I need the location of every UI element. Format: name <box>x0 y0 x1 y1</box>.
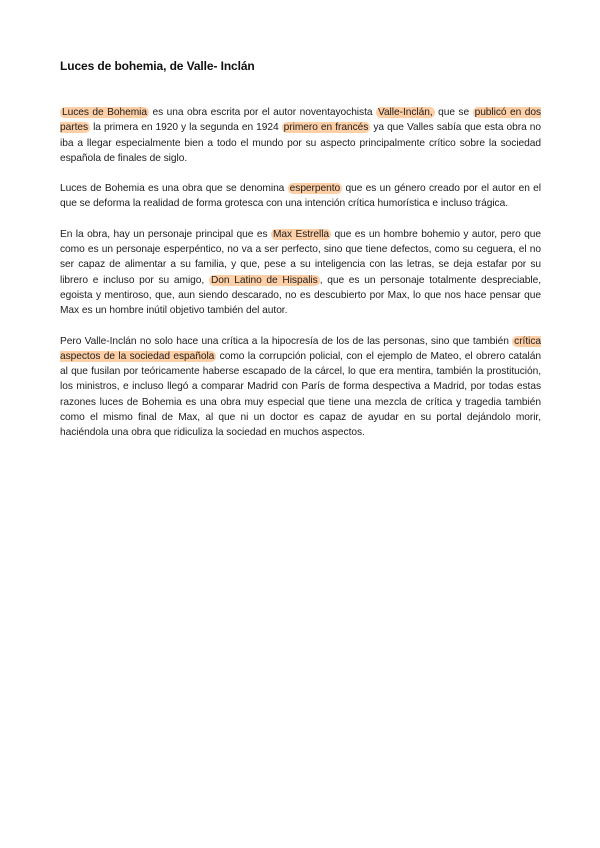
highlight-publico-en-dos-partes[interactable]: publicó en dos partes <box>60 107 541 134</box>
highlight-max-estrella[interactable]: Max Estrella <box>272 228 330 240</box>
highlight-esperpento[interactable]: esperpento <box>289 183 341 195</box>
paragraph-text: , que es un personaje totalmente despreciable, egoista y mentiroso, que, aun siendo descarado, no es descubierto por Max, lo que nos hace pensar que Max es un hombre inútil objetivo también del autor. <box>60 274 542 317</box>
paragraph-text: la primera en 1920 y la segunda en 1924 <box>90 122 282 134</box>
paragraph-4 <box>60 334 541 441</box>
highlight-luces-de-bohemia[interactable]: Luces de Bohemia <box>62 107 147 118</box>
paragraph-1 <box>60 105 541 166</box>
paragraph-2 <box>60 181 541 212</box>
paragraph-text: que es un género creado por el autor en el que se deforma la realidad de forma grotesca con una intención crítica humorística e incluso trágica. <box>60 183 541 210</box>
paragraph-text: es una obra escrita por el autor noventayochista <box>149 107 376 118</box>
document-title: Luces de bohemia, de Valle- Inclán <box>60 59 255 73</box>
paragraph-text: que se <box>434 107 473 118</box>
paragraph-text: ya que Valles sabía que esta obra no iba a llegar especialmente bien a todo el mundo por su aspecto principalmente crítico sobre la sociedad española de finales de siglo. <box>60 122 541 164</box>
paragraph-text: como la corrupción policial, con el ejemplo de Mateo, el obrero catalán al que fusilan por teóricamente haberse escapado de la cárcel, lo que era mentira, también la prostitución, los ministros, e incluso llegó a comparar Madrid con París de forma despectiva a Madrid, por todas estas razones luces de Bohemia es una obra muy especial que tiene una mezcla de crítica y tragedia también como el mismo final de Max, al que ni un doctor es capaz de ayudar en su portal dejándolo morir, haciéndola una obra que ridiculiza la sociedad en muchos aspectos. <box>60 350 541 439</box>
paragraph-3 <box>60 227 541 319</box>
highlight-critica-sociedad-espanola[interactable]: crítica aspectos de la sociedad española <box>60 335 541 362</box>
paragraph-text: En la obra, hay un personaje principal que es <box>60 228 271 240</box>
paragraph-text: Pero Valle-Inclán no solo hace una crítica a la hipocresía de los de las personas, sino que también <box>60 335 513 347</box>
paragraph-text: que es un hombre bohemio y autor, pero que como es un personaje esperpéntico, no va a ser perfecto, sino que tiene defectos, como su ceguera, el no ser capaz de alimentar a su familia, y que, pese a su inteligencia con las letras, se deja estafar por su librero e incluso por su amigo, <box>60 228 541 286</box>
paragraph-text: Luces de Bohemia es una obra que se denomina <box>60 183 288 195</box>
highlight-valle-inclan[interactable]: Valle-Inclán, <box>377 107 433 118</box>
highlight-don-latino-de-hispalis[interactable]: Don Latino de Hispalis <box>210 274 318 286</box>
highlight-primero-en-frances[interactable]: primero en francés <box>283 122 369 134</box>
